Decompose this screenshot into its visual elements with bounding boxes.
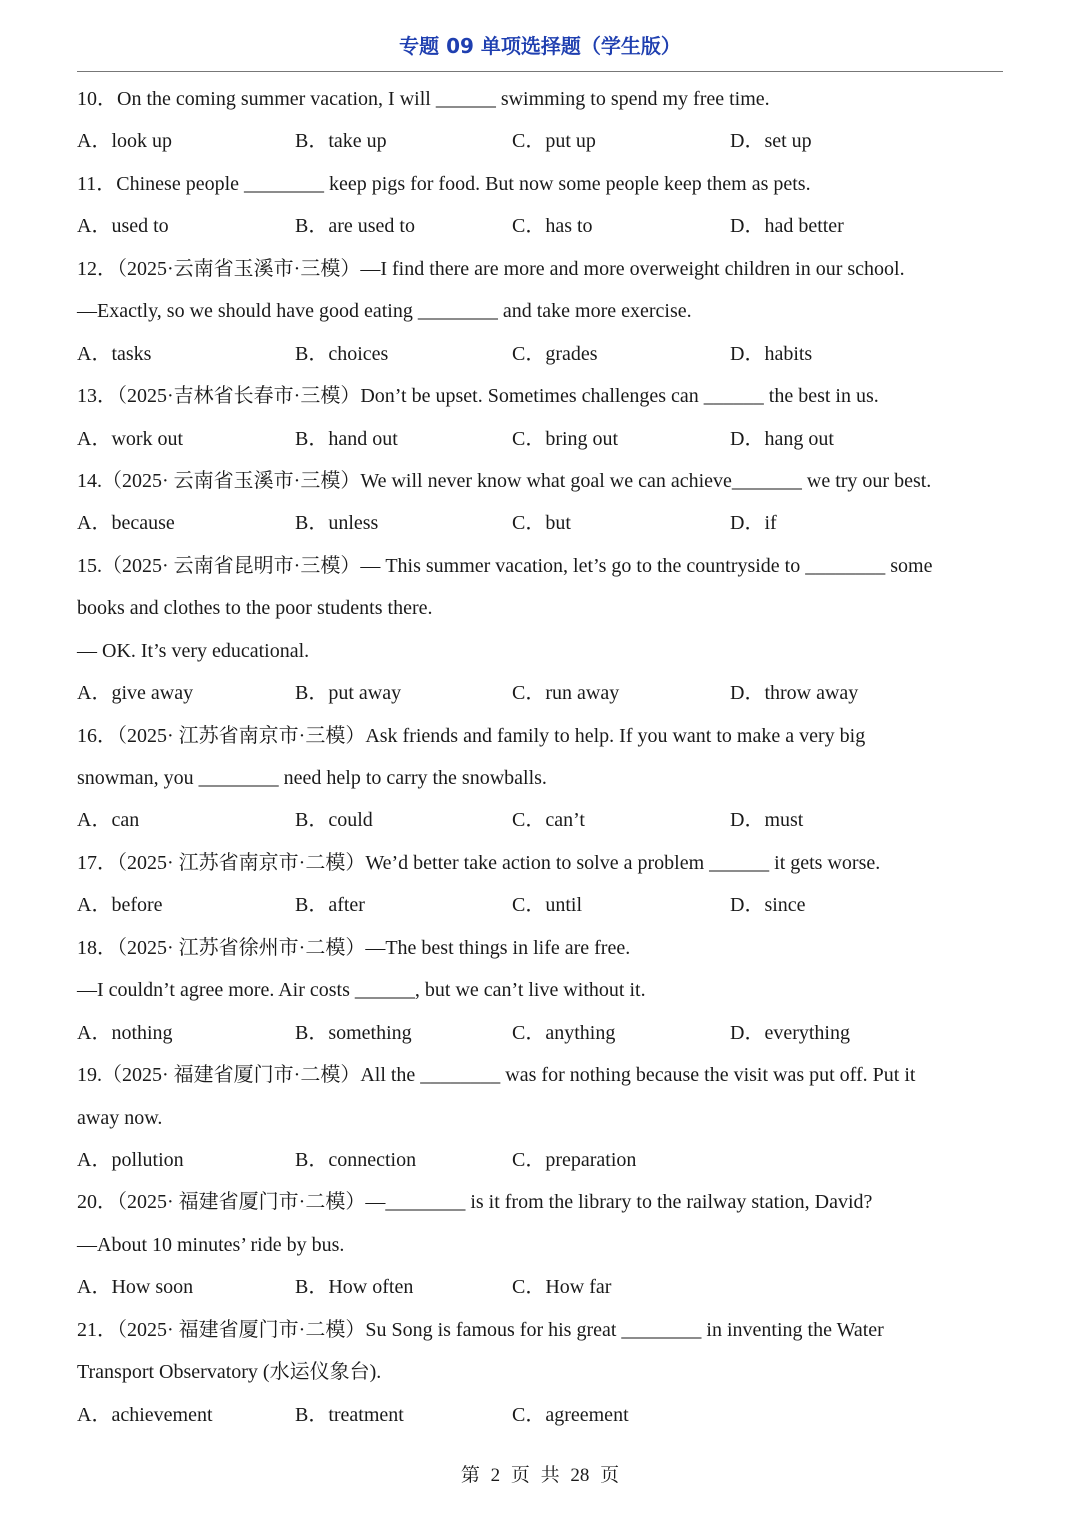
answer-option: B．hand out (295, 427, 398, 450)
answer-option: A．work out (77, 427, 184, 450)
question-stem-continued: —I couldn’t agree more. Air costs ______, but we can’t live without it. (77, 979, 646, 1002)
answer-options (77, 205, 1007, 247)
answer-option: C．but (512, 512, 571, 535)
page-number: 第 2 页 共 28 页 (460, 1465, 620, 1486)
answer-options (77, 1266, 1007, 1308)
header-divider (77, 71, 1003, 72)
answer-option: B．unless (295, 512, 379, 535)
answer-option: D．had better (730, 215, 844, 238)
answer-options (77, 502, 1007, 544)
answer-options (77, 1012, 1007, 1054)
question-block (77, 78, 1007, 163)
answer-option: B．How often (295, 1276, 414, 1299)
question-block (77, 715, 1007, 842)
answer-option: D．everything (730, 1021, 850, 1044)
answer-option: C．grades (512, 342, 598, 365)
question-stem: 16．（2025· 江苏省南京市·三模）Ask friends and family to help. If you want to make a very big (77, 724, 866, 747)
answer-option: D．set up (730, 130, 812, 153)
answer-option: C．can’t (512, 809, 585, 832)
answer-option: B．could (295, 809, 373, 832)
question-stem-continued: — OK. It’s very educational. (77, 639, 310, 662)
answer-options (77, 418, 1007, 460)
answer-option: B．put away (295, 682, 402, 705)
answer-option: A．because (77, 512, 175, 535)
answer-option: C．has to (512, 215, 593, 238)
answer-option: A．How soon (77, 1276, 194, 1299)
answer-options (77, 120, 1007, 162)
question-stem-continued: books and clothes to the poor students there. (77, 597, 433, 620)
answer-options (77, 884, 1007, 926)
answer-option: D．if (730, 512, 777, 535)
answer-option: C．anything (512, 1021, 616, 1044)
page-header-title: 专题 09 单项选择题（学生版） (399, 34, 681, 58)
answer-option: B．choices (295, 342, 389, 365)
answer-options (77, 1394, 1007, 1436)
answer-option: A．look up (77, 130, 172, 153)
answer-option: A．nothing (77, 1021, 173, 1044)
question-stem: 18．（2025· 江苏省徐州市·二模）—The best things in life are free. (77, 936, 631, 959)
answer-option: A．can (77, 809, 140, 832)
question-stem: 13．（2025·吉林省长春市·三模）Don’t be upset. Sometimes challenges can ______ the best in us. (77, 385, 879, 408)
question-stem-continued: snowman, you ________ need help to carry the snowballs. (77, 767, 547, 789)
question-stem: 20．（2025· 福建省厦门市·二模）—________ is it from the library to the railway station, David? (77, 1191, 873, 1214)
question-block (77, 545, 1007, 715)
answer-option: A．tasks (77, 342, 152, 365)
answer-option: B．after (295, 894, 365, 917)
answer-option: C．put up (512, 130, 596, 153)
answer-options (77, 1139, 1007, 1181)
answer-option: C．preparation (512, 1148, 637, 1171)
question-block (77, 460, 1007, 545)
question-block (77, 1054, 1007, 1181)
answer-option: D．must (730, 809, 804, 832)
question-stem: 17．（2025· 江苏省南京市·二模）We’d better take action to solve a problem ______ it gets worse. (77, 851, 881, 874)
answer-option: B．take up (295, 130, 387, 153)
answer-option: D．throw away (730, 682, 859, 705)
question-block (77, 163, 1007, 248)
question-stem: 11．Chinese people ________ keep pigs for food. But now some people keep them as pets. (77, 172, 811, 195)
answer-option: A．used to (77, 215, 169, 238)
answer-options (77, 333, 1007, 375)
question-block (77, 1181, 1007, 1308)
answer-option: B．treatment (295, 1403, 404, 1426)
question-list (77, 78, 1007, 1436)
question-stem-continued: —Exactly, so we should have good eating ________ and take more exercise. (77, 300, 692, 323)
answer-option: A．pollution (77, 1148, 184, 1171)
answer-option: D．since (730, 894, 806, 917)
answer-option: D．hang out (730, 427, 834, 450)
answer-option: D．habits (730, 342, 813, 365)
question-block (77, 1309, 1007, 1436)
question-stem: 21．（2025· 福建省厦门市·二模）Su Song is famous for his great ________ in inventing the Water (77, 1318, 884, 1341)
answer-option: A．before (77, 894, 163, 917)
answer-option: B．something (295, 1021, 412, 1044)
answer-option: C．until (512, 894, 583, 917)
question-stem-continued: away now. (77, 1106, 163, 1129)
question-block (77, 248, 1007, 375)
answer-option: C．run away (512, 682, 620, 705)
answer-option: C．How far (512, 1276, 612, 1299)
answer-options (77, 799, 1007, 841)
question-block (77, 927, 1007, 1054)
question-stem-continued: —About 10 minutes’ ride by bus. (77, 1233, 345, 1256)
answer-option: A．achievement (77, 1403, 213, 1426)
question-stem-continued: Transport Observatory (水运仪象台). (77, 1361, 382, 1384)
question-stem: 19.（2025· 福建省厦门市·二模）All the ________ was for nothing because the visit was put off. Put it (77, 1064, 916, 1087)
answer-options (77, 672, 1007, 714)
answer-option: C．agreement (512, 1403, 629, 1426)
question-stem: 15.（2025· 云南省昆明市·三模）— This summer vacation, let’s go to the countryside to ________ some (77, 554, 933, 577)
question-block (77, 375, 1007, 460)
question-stem: 12．（2025·云南省玉溪市·三模）—I find there are more and more overweight children in our school. (77, 257, 905, 280)
answer-option: A．give away (77, 682, 194, 705)
question-stem: 14.（2025· 云南省玉溪市·三模）We will never know what goal we can achieve_______ we try our best. (77, 469, 932, 492)
question-stem: 10．On the coming summer vacation, I will ______ swimming to spend my free time. (77, 88, 770, 110)
answer-option: B．are used to (295, 215, 415, 238)
question-block (77, 842, 1007, 927)
answer-option: B．connection (295, 1148, 417, 1171)
answer-option: C．bring out (512, 427, 619, 450)
